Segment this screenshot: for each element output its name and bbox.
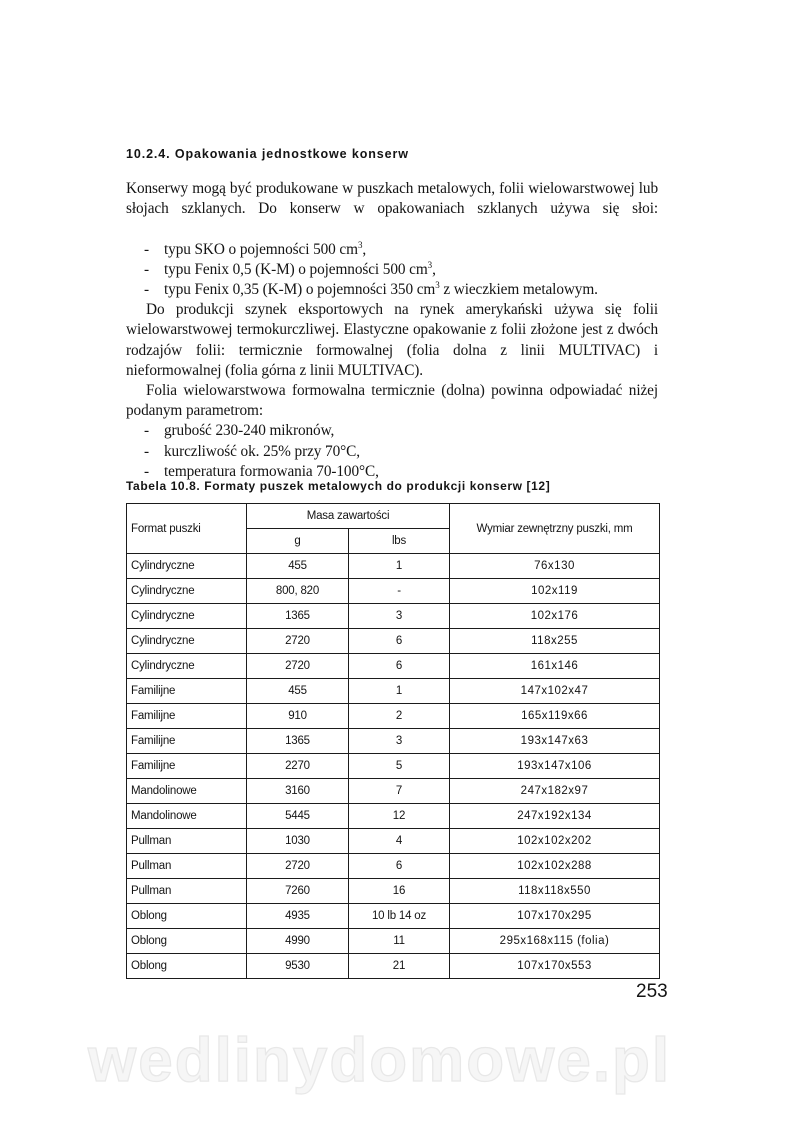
header-g: g (247, 529, 349, 554)
cell-format: Cylindryczne (127, 579, 247, 604)
cell-mass-lbs: 6 (349, 654, 450, 679)
cell-dimensions: 295x168x115 (folia) (450, 929, 660, 954)
jar-types-list (126, 240, 658, 301)
cell-format: Oblong (127, 904, 247, 929)
cell-mass-lbs: 3 (349, 604, 450, 629)
cell-dimensions: 247x192x134 (450, 804, 660, 829)
cell-format: Pullman (127, 829, 247, 854)
cell-mass-g: 4990 (247, 929, 349, 954)
list-item: - typu Fenix 0,5 (K-M) o pojemności 500 $cm^3$, (126, 260, 658, 280)
table-row (127, 679, 660, 704)
cell-format: Oblong (127, 929, 247, 954)
cell-format: Cylindryczne (127, 629, 247, 654)
cell-format: Familijne (127, 729, 247, 754)
list-item: - typu Fenix 0,35 (K-M) o pojemności 350 $cm^3$ z wieczkiem metalowym. (126, 280, 658, 300)
watermark: wedlinydomowe.pl (88, 1026, 672, 1095)
cell-dimensions: 76x130 (450, 554, 660, 579)
cell-mass-lbs: 11 (349, 929, 450, 954)
header-format: Format puszki (127, 504, 247, 554)
table-row (127, 629, 660, 654)
ham-packaging-paragraph: Do produkcji szynek eksportowych na rynek amerykański używa się folii wielowarstwowej termokurczliwej. Elastyczne opakowanie z folii złożone jest z dwóch rodzajów folii: termicznie formowalnej (folia dolna z linii MULTIVAC) i nieformowalnej (folia górna z linii MULTIVAC). (126, 301, 658, 379)
header-mass: Masa zawartości (247, 504, 450, 529)
table-row (127, 929, 660, 954)
section-heading: 10.2.4. Opakowania jednostkowe konserw (126, 147, 409, 161)
cell-format: Familijne (127, 679, 247, 704)
cell-mass-g: 4935 (247, 904, 349, 929)
cell-mass-lbs: 4 (349, 829, 450, 854)
cell-format: Oblong (127, 954, 247, 979)
cell-mass-lbs: 6 (349, 854, 450, 879)
cell-dimensions: 165x119x66 (450, 704, 660, 729)
parameters-list (126, 421, 658, 482)
cell-dimensions: 107x170x553 (450, 954, 660, 979)
cell-format: Pullman (127, 879, 247, 904)
header-lbs: lbs (349, 529, 450, 554)
header-dimensions: Wymiar zewnętrzny puszki, mm (450, 504, 660, 554)
cell-dimensions: 102x102x202 (450, 829, 660, 854)
list-item: - grubość 230-240 mikronów, (126, 421, 658, 441)
cell-mass-lbs: 21 (349, 954, 450, 979)
table-row (127, 754, 660, 779)
cell-dimensions: 147x102x47 (450, 679, 660, 704)
list-item: - kurczliwość ok. 25% przy 70°C, (126, 442, 658, 462)
cell-mass-g: 1365 (247, 604, 349, 629)
cell-dimensions: 193x147x63 (450, 729, 660, 754)
cell-mass-g: 7260 (247, 879, 349, 904)
cell-mass-g: 5445 (247, 804, 349, 829)
cell-mass-g: 1365 (247, 729, 349, 754)
foil-parameters-paragraph: Folia wielowarstwowa formowalna termicznie (dolna) powinna odpowiadać niżej podanym parametrom: (126, 382, 658, 420)
cell-dimensions: 102x176 (450, 604, 660, 629)
intro-paragraph: Konserwy mogą być produkowane w puszkach metalowych, folii wielowarstwowej lub słojach szklanych. Do konserw w opakowaniach szklanych używa się słoi: (126, 180, 658, 218)
cell-mass-g: 2720 (247, 654, 349, 679)
cell-dimensions: 107x170x295 (450, 904, 660, 929)
cell-mass-g: 455 (247, 679, 349, 704)
cell-mass-g: 800, 820 (247, 579, 349, 604)
table-row (127, 804, 660, 829)
can-formats-table (126, 503, 660, 979)
table-row (127, 829, 660, 854)
cell-mass-lbs: 6 (349, 629, 450, 654)
cell-mass-lbs: 7 (349, 779, 450, 804)
cell-mass-g: 2270 (247, 754, 349, 779)
table-row (127, 954, 660, 979)
page-number: 253 (636, 981, 668, 1002)
cell-dimensions: 161x146 (450, 654, 660, 679)
cell-mass-lbs: 1 (349, 679, 450, 704)
cell-mass-g: 9530 (247, 954, 349, 979)
cell-mass-lbs: 1 (349, 554, 450, 579)
cell-mass-lbs: 3 (349, 729, 450, 754)
cell-format: Mandolinowe (127, 779, 247, 804)
cell-mass-lbs: - (349, 579, 450, 604)
cell-mass-lbs: 5 (349, 754, 450, 779)
body-text (126, 179, 658, 482)
cell-format: Mandolinowe (127, 804, 247, 829)
cell-format: Cylindryczne (127, 604, 247, 629)
table-body (127, 554, 660, 979)
cell-dimensions: 118x255 (450, 629, 660, 654)
table-row (127, 879, 660, 904)
table-caption: Tabela 10.8. Formaty puszek metalowych do produkcji konserw [12] (126, 479, 551, 493)
cell-mass-g: 1030 (247, 829, 349, 854)
cell-format: Pullman (127, 854, 247, 879)
cell-dimensions: 102x102x288 (450, 854, 660, 879)
cell-mass-g: 2720 (247, 629, 349, 654)
cell-dimensions: 102x119 (450, 579, 660, 604)
cell-format: Familijne (127, 754, 247, 779)
table-row (127, 904, 660, 929)
table-row (127, 779, 660, 804)
cell-mass-lbs: 12 (349, 804, 450, 829)
table-row (127, 604, 660, 629)
list-item: - typu SKO o pojemności 500 $cm^3$, (126, 240, 658, 260)
cell-dimensions: 193x147x106 (450, 754, 660, 779)
table-row (127, 554, 660, 579)
cell-format: Cylindryczne (127, 654, 247, 679)
table-row (127, 654, 660, 679)
cell-mass-lbs: 16 (349, 879, 450, 904)
cell-format: Cylindryczne (127, 554, 247, 579)
cell-mass-g: 910 (247, 704, 349, 729)
table-row (127, 704, 660, 729)
cell-mass-g: 455 (247, 554, 349, 579)
table-row (127, 579, 660, 604)
cell-mass-lbs: 10 lb 14 oz (349, 904, 450, 929)
table-row (127, 729, 660, 754)
cell-mass-g: 3160 (247, 779, 349, 804)
cell-mass-lbs: 2 (349, 704, 450, 729)
cell-dimensions: 247x182x97 (450, 779, 660, 804)
table-row (127, 854, 660, 879)
cell-mass-g: 2720 (247, 854, 349, 879)
list-item: - temperatura formowania 70-100°C, (126, 462, 658, 482)
cell-dimensions: 118x118x550 (450, 879, 660, 904)
cell-format: Familijne (127, 704, 247, 729)
